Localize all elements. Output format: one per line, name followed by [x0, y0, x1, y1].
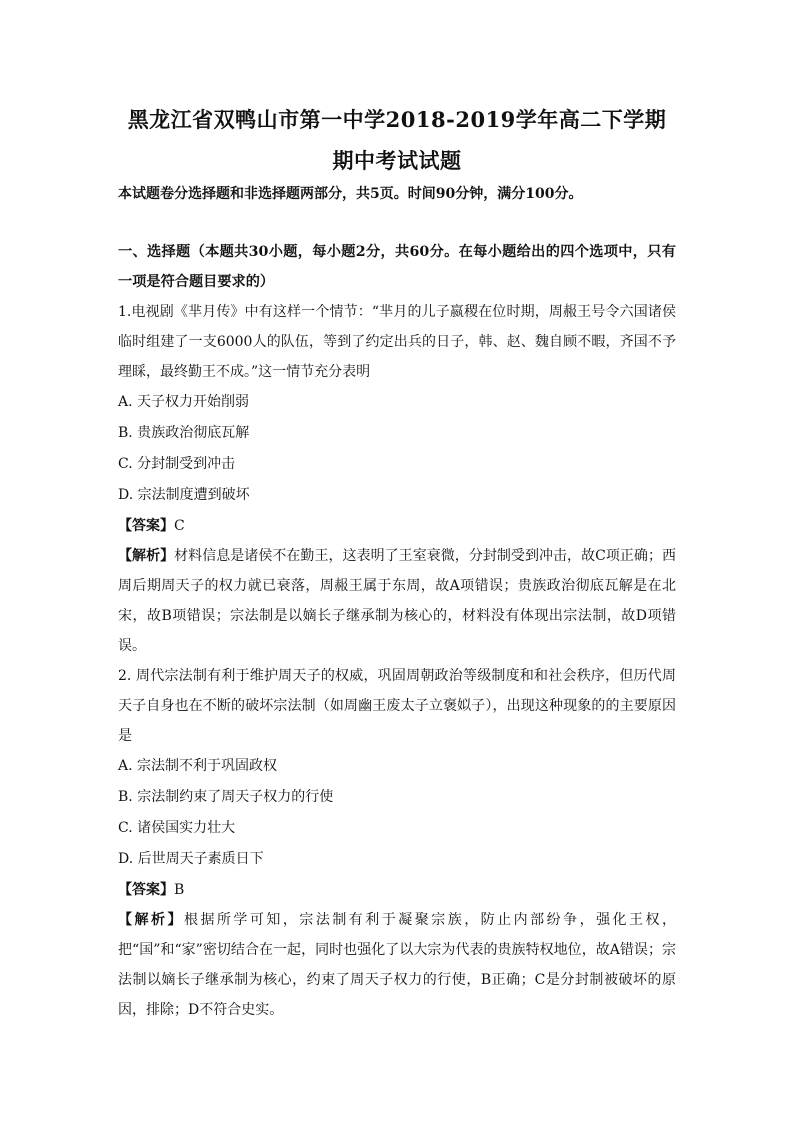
answer-line — [118, 511, 676, 541]
option-c: C. 诸侯国实力壮大 — [118, 820, 236, 836]
analysis — [118, 541, 676, 661]
answer-value: C — [174, 518, 185, 534]
question-stem: 2. 周代宗法制有利于维护周天子的权威，巩固周朝政治等级制度和和社会秩序，但历代周天子自身也在不断的破坏宗法制（如周幽王废太子立褒姒子），出现这种现象的的主要原因是 — [118, 668, 676, 744]
question-stem: 1.电视剧《芈月传》中有这样一个情节：“芈月的儿子嬴稷在位时期，周赧王号令六国诸侯临时组建了一支6000人的队伍，等到了约定出兵的日子，韩、赵、魏自顾不暇，齐国不予理睬，最终勤王不成。”这一情节充分表明 — [118, 304, 676, 380]
document-title-line-2: 期中考试试题 — [332, 148, 462, 173]
analysis — [118, 905, 676, 1025]
section-heading: 一、选择题（本题共30小题，每小题2分，共60分。在每小题给出的四个选项中，只有一项是符合题目要求的） — [118, 244, 676, 290]
question-1 — [118, 297, 676, 661]
option-a: A. 宗法制不利于巩固政权 — [118, 758, 278, 774]
analysis-label: 【解析】 — [118, 912, 184, 928]
option-d: D. 后世周天子素质日下 — [118, 851, 264, 867]
analysis-text: 根据所学可知，宗法制有利于凝聚宗族，防止内部纷争，强化王权，把“国”和“家”密切结合在一起，同时也强化了以大宗为代表的贵族特权地位，故A错误；宗法制以嫡长子继承制为核心，约束了周天子权力的行使，B正确；C是分封制被破坏的原因，排除；D不符合史实。 — [118, 912, 677, 1018]
option-d: D. 宗法制度遭到破坏 — [118, 487, 250, 503]
answer-line — [118, 875, 676, 905]
option-b: B. 宗法制约束了周天子权力的行使 — [118, 789, 334, 805]
answer-label: 【答案】 — [118, 518, 174, 534]
option-b: B. 贵族政治彻底瓦解 — [118, 425, 250, 441]
option-c: C. 分封制受到冲击 — [118, 456, 236, 472]
option-a: A. 天子权力开始削弱 — [118, 394, 250, 410]
answer-value: B — [174, 882, 185, 898]
document-title-line-1: 黑龙江省双鸭山市第一中学2018-2019学年高二下学期 — [127, 107, 667, 132]
analysis-label: 【解析】 — [118, 548, 175, 564]
exam-intro: 本试题卷分选择题和非选择题两部分，共5页。时间90分钟，满分100分。 — [118, 186, 583, 202]
answer-label: 【答案】 — [118, 882, 174, 898]
question-2 — [118, 661, 676, 1025]
analysis-text: 材料信息是诸侯不在勤王，这表明了王室衰微，分封制受到冲击，故C项正确；西周后期周天子的权力就已衰落，周赧王属于东周，故A项错误；贵族政治彻底瓦解是在北宋，故B项错误；宗法制是以嫡长子继承制为核心的，材料没有体现出宗法制，故D项错误。 — [118, 548, 677, 654]
